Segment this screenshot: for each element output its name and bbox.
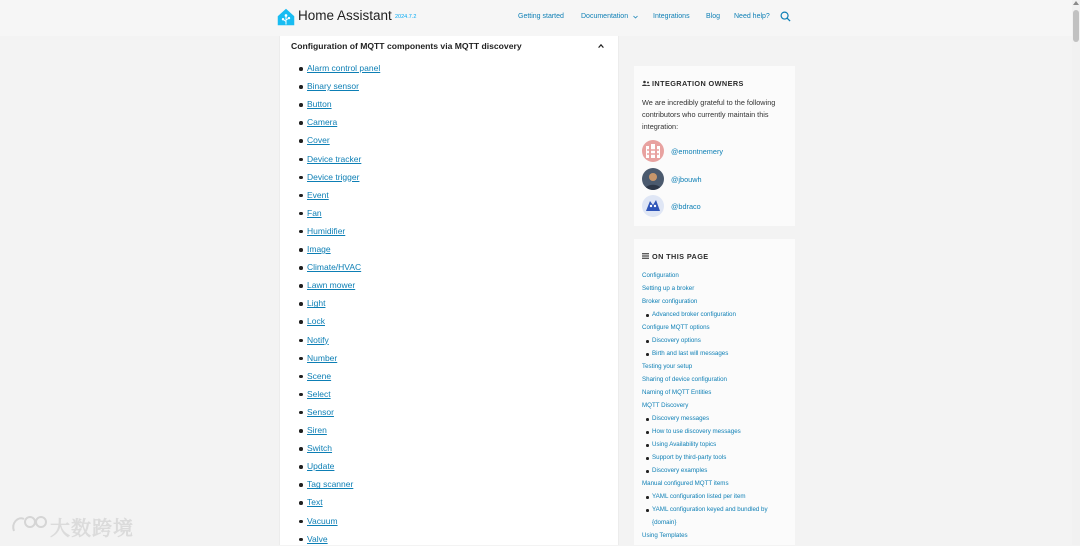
component-link[interactable]: Button [307, 99, 332, 110]
component-link[interactable]: Valve [307, 533, 328, 544]
component-link[interactable]: Sensor [307, 406, 334, 417]
component-link[interactable]: Cover [307, 135, 330, 146]
component-link[interactable]: Fan [307, 207, 322, 218]
toc-title: ON THIS PAGE [652, 252, 709, 261]
watermark [10, 511, 150, 539]
scroll-up-arrow-icon[interactable] [1073, 1, 1079, 5]
bullet-icon [646, 470, 649, 473]
nav-documentation[interactable]: Documentation [581, 13, 629, 20]
watermark-logo-icon [10, 513, 48, 537]
main-content [279, 36, 619, 545]
bullet-icon [299, 320, 303, 324]
bullet-icon [299, 158, 303, 162]
search-icon[interactable] [780, 11, 791, 22]
bullet-icon [646, 509, 649, 512]
list-icon [642, 253, 649, 259]
owner-link[interactable]: @bdraco [671, 202, 701, 211]
nav-getting-started[interactable]: Getting started [518, 13, 564, 20]
component-link[interactable]: Climate/HVAC [307, 262, 362, 273]
bullet-icon [299, 302, 303, 306]
component-link[interactable]: Alarm control panel [307, 63, 381, 73]
section-title[interactable]: Configuration of MQTT components via MQTT discovery [291, 41, 522, 51]
toc-link[interactable]: Sharing of device configuration [642, 376, 727, 383]
component-link[interactable]: Lawn mower [307, 280, 356, 291]
component-link[interactable]: Update [307, 461, 335, 472]
bullet-icon [299, 357, 303, 361]
toc-link[interactable]: Configuration [642, 272, 679, 279]
owner-link[interactable]: @jbouwh [671, 175, 702, 184]
bullet-icon [299, 67, 303, 71]
bullet-icon [299, 212, 303, 216]
bullet-icon [299, 411, 303, 415]
toc-link[interactable]: MQTT Discovery [642, 402, 689, 409]
toc-link[interactable]: Advanced broker configuration [652, 311, 736, 318]
component-link[interactable]: Number [307, 352, 338, 363]
component-link[interactable]: Siren [307, 425, 327, 435]
bullet-icon [299, 393, 303, 397]
component-link[interactable]: Lock [307, 316, 325, 327]
bullet-icon [299, 375, 303, 379]
nav-blog[interactable]: Blog [706, 13, 721, 20]
integration-owners-card [634, 66, 795, 226]
bullet-icon [299, 465, 303, 469]
on-this-page-card [634, 239, 795, 545]
bullet-icon [299, 483, 303, 487]
toc-link[interactable]: Configure MQTT options [642, 324, 710, 331]
brand-name[interactable]: Home Assistant [298, 8, 392, 23]
owners-title: INTEGRATION OWNERS [652, 79, 744, 88]
owners-description: We are incredibly grateful to the following contributors who currently maintain this integration: [642, 98, 776, 131]
toc-link[interactable]: Discovery options [652, 337, 701, 344]
avatar[interactable] [642, 195, 664, 217]
toc-link[interactable]: Naming of MQTT Entities [642, 389, 712, 396]
nav-integrations[interactable]: Integrations [653, 13, 690, 20]
bullet-icon [299, 447, 303, 451]
page-scrollbar[interactable] [1072, 0, 1080, 545]
chevron-down-icon [633, 15, 638, 19]
bullet-icon [299, 501, 303, 505]
toc-link[interactable]: Manual configured MQTT items [642, 480, 729, 487]
component-link[interactable]: Text [307, 497, 323, 508]
component-link[interactable]: Scene [307, 370, 332, 381]
toc-link[interactable]: YAML configuration listed per item [652, 493, 746, 500]
scrollbar-thumb[interactable] [1073, 10, 1079, 42]
component-link[interactable]: Select [307, 388, 331, 399]
bullet-icon [299, 429, 303, 433]
bullet-icon [299, 538, 303, 542]
watermark-text: 大数跨境 [50, 518, 134, 540]
bullet-icon [299, 339, 303, 343]
component-link[interactable]: Tag scanner [307, 479, 354, 490]
toc-link[interactable]: Support by third-party tools [652, 454, 727, 461]
toc-link[interactable]: Setting up a broker [642, 285, 695, 292]
people-icon [642, 80, 650, 87]
bullet-icon [299, 103, 303, 107]
bullet-icon [299, 248, 303, 252]
bullet-icon [299, 176, 303, 180]
bullet-icon [299, 230, 303, 234]
component-link[interactable]: Vacuum [307, 515, 338, 526]
toc-link[interactable]: {domain} [652, 519, 677, 526]
toc-link[interactable]: Testing your setup [642, 363, 693, 370]
toc-link[interactable]: Birth and last will messages [652, 350, 729, 357]
component-link[interactable]: Humidifier [307, 225, 346, 236]
toc-link[interactable]: Using Templates [642, 532, 688, 539]
avatar[interactable] [642, 168, 664, 190]
chevron-up-icon[interactable] [597, 42, 605, 50]
component-link[interactable]: Notify [307, 334, 329, 345]
component-link[interactable]: Light [307, 298, 326, 309]
toc-link[interactable]: Broker configuration [642, 298, 698, 305]
toc-link[interactable]: Discovery messages [652, 415, 710, 422]
toc-link[interactable]: Discovery examples [652, 467, 708, 474]
bullet-icon [299, 284, 303, 288]
bullet-icon [299, 121, 303, 125]
toc-link[interactable]: How to use discovery messages [652, 428, 741, 435]
bullet-icon [646, 496, 649, 499]
component-link[interactable]: Switch [307, 443, 333, 454]
component-link[interactable]: Image [307, 244, 331, 254]
bullet-icon [646, 444, 649, 447]
nav-need-help[interactable]: Need help? [734, 13, 770, 20]
component-link[interactable]: Device tracker [307, 153, 362, 164]
bullet-icon [646, 418, 649, 421]
bullet-icon [646, 431, 649, 434]
bullet-icon [299, 266, 303, 270]
bullet-icon [299, 520, 303, 524]
bullet-icon [646, 353, 649, 356]
component-link[interactable]: Camera [307, 117, 338, 128]
toc-link[interactable]: Using Availability topics [652, 441, 717, 448]
bullet-icon [299, 139, 303, 143]
version-badge: 2024.7.2 [395, 14, 417, 20]
owner-link[interactable]: @emontnemery [671, 147, 724, 156]
bullet-icon [299, 194, 303, 198]
bullet-icon [646, 340, 649, 343]
top-header [0, 0, 1072, 36]
toc-link[interactable]: YAML configuration keyed and bundled by [652, 506, 768, 513]
avatar[interactable] [642, 140, 664, 162]
component-link[interactable]: Device trigger [307, 171, 360, 182]
bullet-icon [646, 314, 649, 317]
home-assistant-logo-icon[interactable] [277, 8, 295, 26]
component-link[interactable]: Event [307, 189, 329, 200]
bullet-icon [646, 457, 649, 460]
component-link[interactable]: Binary sensor [307, 81, 359, 92]
bullet-icon [299, 85, 303, 89]
